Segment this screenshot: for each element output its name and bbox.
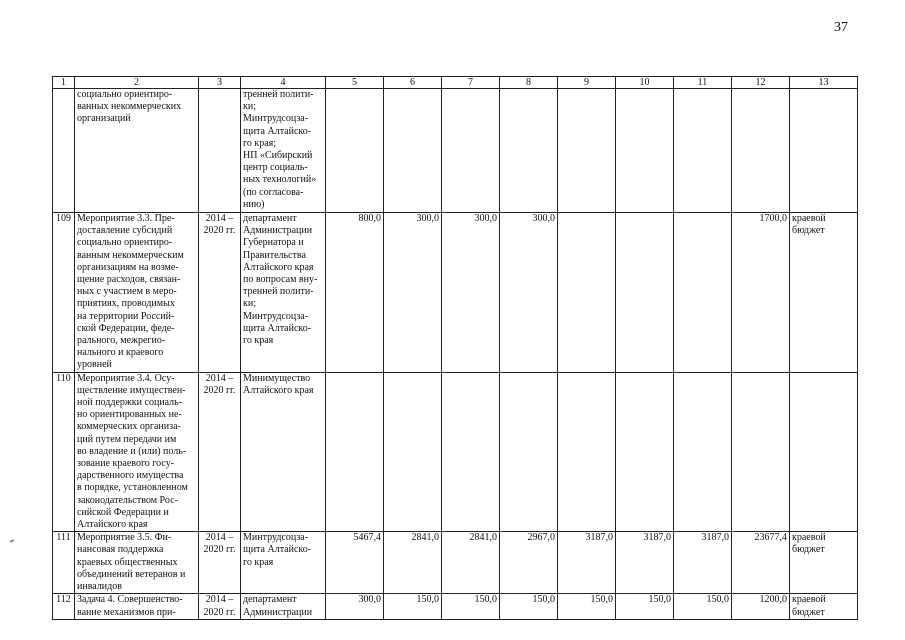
implementation-years: 2014 – 2020 гг.: [199, 372, 241, 532]
measure-description: Мероприятие 3.5. Фи- нансовая поддержка краевых общественных объединений ветеранов и инвалидов: [75, 532, 199, 594]
value-2018: 3187,0: [558, 532, 616, 594]
value-2015: [384, 372, 442, 532]
measure-description: Мероприятие 3.3. Пре- доставление субсидий социально ориентиро- ванным некоммерческим организациям на возме- щение расходов, связан- ных с участием в меро- приятиях, проводимых на территории Россий- ской Федерации, феде- рального, межрегио- нального и краевого уровней: [75, 213, 199, 373]
funding-source: краевой бюджет: [790, 213, 858, 373]
executor: департамент Администрации: [241, 594, 326, 619]
scan-mark: [10, 539, 14, 543]
column-number: 8: [500, 77, 558, 89]
implementation-years: 2014 – 2020 гг.: [199, 594, 241, 619]
column-number: 9: [558, 77, 616, 89]
executor: департамент Администрации Губернатора и Правительства Алтайского края по вопросам вну- тренней полити- ки; Минтрудсоцза- щита Алтайско- го края: [241, 213, 326, 373]
value-2017: 300,0: [500, 213, 558, 373]
value-total: [732, 372, 790, 532]
value-2014: 800,0: [326, 213, 384, 373]
table-row: [53, 594, 858, 619]
table-row: [53, 372, 858, 532]
value-2020: [674, 89, 732, 213]
value-2020: [674, 213, 732, 373]
page-number: 37: [834, 20, 848, 35]
value-2016: 2841,0: [442, 532, 500, 594]
value-2019: [616, 372, 674, 532]
column-number: 13: [790, 77, 858, 89]
row-number: [53, 89, 75, 213]
measure-description: Мероприятие 3.4. Осу- ществление имуществен- ной поддержки социаль- но ориентированных не- коммерческих организа- ций путем передачи им во владение и (или) поль- зование краевого госу- дарственного имущества в порядке, установленном законодательством Рос- сийской Федерации и Алтайского края: [75, 372, 199, 532]
implementation-years: 2014 – 2020 гг.: [199, 213, 241, 373]
value-2016: 150,0: [442, 594, 500, 619]
value-2014: 300,0: [326, 594, 384, 619]
column-number: 2: [75, 77, 199, 89]
value-2018: [558, 89, 616, 213]
table-row: [53, 532, 858, 594]
value-2017: 150,0: [500, 594, 558, 619]
column-number: 10: [616, 77, 674, 89]
value-2015: [384, 89, 442, 213]
column-number: 4: [241, 77, 326, 89]
value-2014: [326, 372, 384, 532]
value-2015: 300,0: [384, 213, 442, 373]
funding-source: краевой бюджет: [790, 594, 858, 619]
value-total: 1700,0: [732, 213, 790, 373]
value-2019: [616, 89, 674, 213]
column-number: 1: [53, 77, 75, 89]
value-2015: 2841,0: [384, 532, 442, 594]
value-2019: 3187,0: [616, 532, 674, 594]
column-number: 7: [442, 77, 500, 89]
column-number: 6: [384, 77, 442, 89]
value-2016: 300,0: [442, 213, 500, 373]
value-2020: 150,0: [674, 594, 732, 619]
value-2018: [558, 372, 616, 532]
table-row: [53, 213, 858, 373]
value-total: 23677,4: [732, 532, 790, 594]
value-2019: 150,0: [616, 594, 674, 619]
executor: Минимущество Алтайского края: [241, 372, 326, 532]
row-number: 109: [53, 213, 75, 373]
value-2019: [616, 213, 674, 373]
value-2014: 5467,4: [326, 532, 384, 594]
value-2017: [500, 89, 558, 213]
value-2016: [442, 372, 500, 532]
column-number-row: [53, 77, 858, 89]
column-number: 5: [326, 77, 384, 89]
row-number: 110: [53, 372, 75, 532]
row-number: 111: [53, 532, 75, 594]
executor: Минтрудсоцза- щита Алтайско- го края: [241, 532, 326, 594]
column-number: 12: [732, 77, 790, 89]
value-2018: 150,0: [558, 594, 616, 619]
value-2020: 3187,0: [674, 532, 732, 594]
funding-source: краевой бюджет: [790, 532, 858, 594]
executor: тренней полити- ки; Минтрудсоцза- щита Алтайско- го края; НП «Сибирский центр социаль- ных технологий» (по согласова- нию): [241, 89, 326, 213]
value-total: [732, 89, 790, 213]
funding-source: [790, 372, 858, 532]
measure-description: социально ориентиро- ванных некоммерческих организаций: [75, 89, 199, 213]
value-2017: 2967,0: [500, 532, 558, 594]
program-measures-table: [52, 76, 858, 620]
value-2014: [326, 89, 384, 213]
implementation-years: [199, 89, 241, 213]
column-number: 3: [199, 77, 241, 89]
column-number: 11: [674, 77, 732, 89]
value-2015: 150,0: [384, 594, 442, 619]
value-2018: [558, 213, 616, 373]
funding-source: [790, 89, 858, 213]
measure-description: Задача 4. Совершенство- вание механизмов при-: [75, 594, 199, 619]
value-2020: [674, 372, 732, 532]
value-2017: [500, 372, 558, 532]
table-row: [53, 89, 858, 213]
implementation-years: 2014 – 2020 гг.: [199, 532, 241, 594]
value-total: 1200,0: [732, 594, 790, 619]
row-number: 112: [53, 594, 75, 619]
value-2016: [442, 89, 500, 213]
